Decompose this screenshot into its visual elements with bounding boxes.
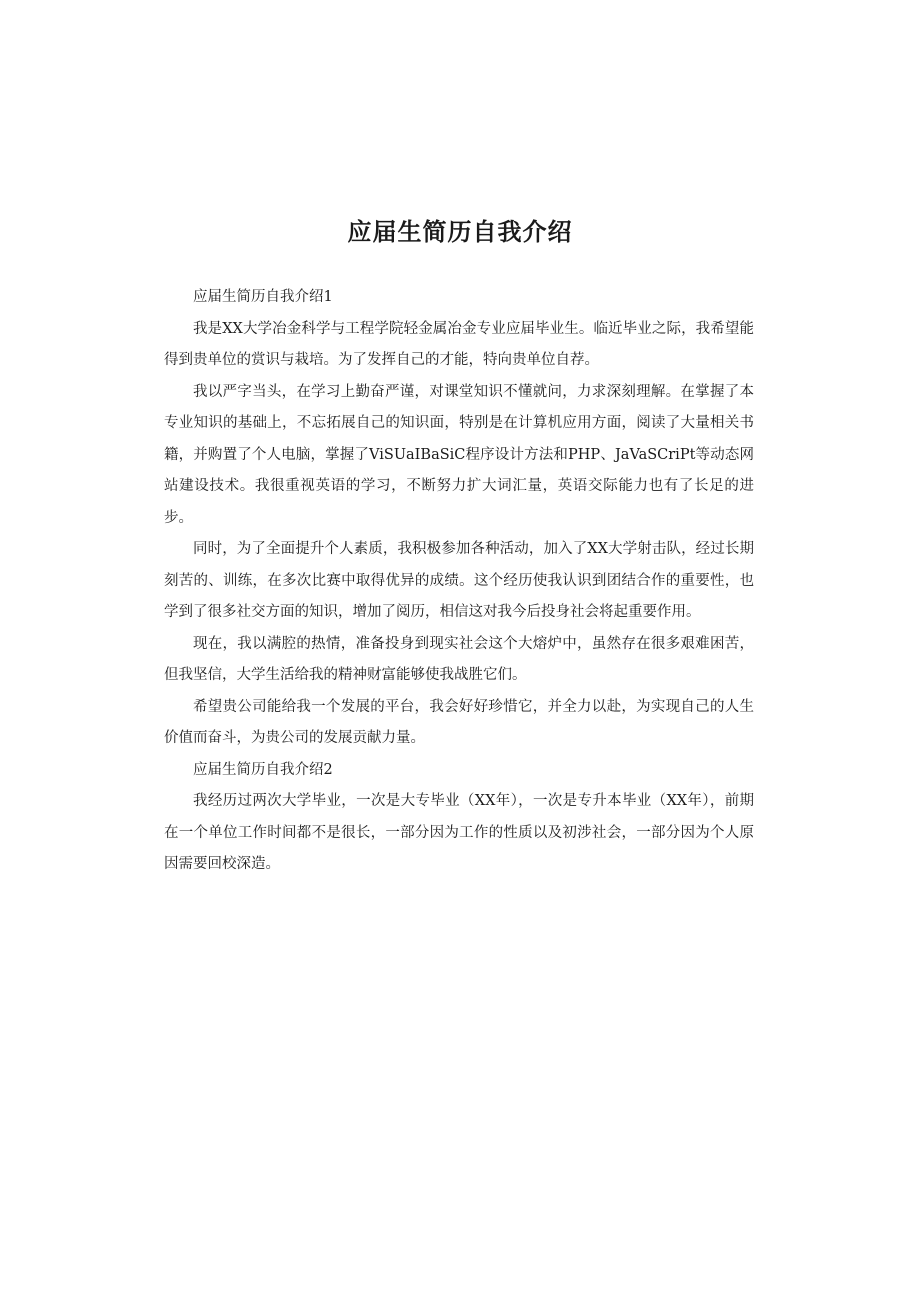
section-heading-2: 应届生简历自我介绍2 bbox=[193, 761, 333, 778]
paragraph: 我以严字当头，在学习上勤奋严谨，对课堂知识不懂就问，力求深刻理解。在掌握了本专业知识的基础上，不忘拓展自己的知识面，特别是在计算机应用方面，阅读了大量相关书籍，并购置了个人电脑，掌握了ViSUaIBaSiC程序设计方法和PHP、JaVaSCriPt等动态网站建设技术。我很重视英语的学习，不断努力扩大词汇量，英语交际能力也有了长足的进步。 bbox=[164, 383, 754, 526]
paragraph: 同时，为了全面提升个人素质，我积极参加各种活动，加入了XX大学射击队，经过长期刻苦的、训练，在多次比赛中取得优异的成绩。这个经历使我认识到团结合作的重要性，也学到了很多社交方面的知识，增加了阅历，相信这对我今后投身社会将起重要作用。 bbox=[164, 541, 754, 620]
paragraph: 希望贵公司能给我一个发展的平台，我会好好珍惜它，并全力以赴，为实现自己的人生价值而奋斗，为贵公司的发展贡献力量。 bbox=[164, 698, 754, 746]
document-body bbox=[164, 282, 754, 881]
paragraph: 我是XX大学冶金科学与工程学院轻金属冶金专业应届毕业生。临近毕业之际，我希望能得到贵单位的赏识与栽培。为了发挥自己的才能，特向贵单位自荐。 bbox=[164, 320, 754, 368]
document-title: 应届生简历自我介绍 bbox=[347, 218, 573, 246]
paragraph: 我经历过两次大学毕业，一次是大专毕业（XX年），一次是专升本毕业（XX年），前期在一个单位工作时间都不是很长，一部分因为工作的性质以及初涉社会，一部分因为个人原因需要回校深造。 bbox=[164, 793, 754, 872]
section-heading-1: 应届生简历自我介绍1 bbox=[193, 289, 333, 305]
paragraph: 现在，我以满腔的热情，准备投身到现实社会这个大熔炉中，虽然存在很多艰难困苦，但我坚信，大学生活给我的精神财富能够使我战胜它们。 bbox=[164, 635, 754, 683]
